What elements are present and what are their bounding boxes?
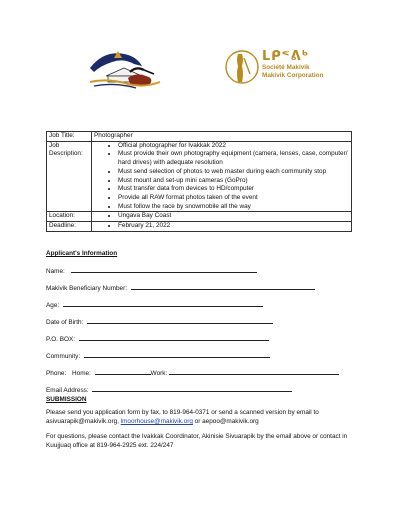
list-item: • Must follow the race by snowmobile all the way (118, 203, 349, 212)
community-label: Community: (46, 353, 81, 360)
home-label: Home: (72, 370, 91, 377)
pobox-field[interactable] (79, 334, 269, 341)
makivik-emblem-icon (224, 44, 260, 90)
submission-heading: SUBMISSION (46, 396, 87, 403)
pobox-label: P.O. BOX: (46, 336, 76, 343)
submission-text-b: or aepoo@makivik.org (192, 418, 259, 425)
list-item: • Must provide their own photography equipment (camera, lenses, case, computer/ hard drives) with adequate resolution (118, 150, 349, 167)
list-item: • Provide all RAW format photos taken of the event (118, 194, 349, 203)
list-item: • Official photographer for Ivakkak 2022 (118, 142, 349, 151)
work-label: Work: (150, 370, 168, 377)
job-description-cell (92, 141, 352, 212)
makivik-logo (224, 44, 344, 90)
age-field[interactable] (63, 300, 263, 307)
submission-text-a: Please send you application form by fax, to 819-964-0371 or send a scanned version by email to asivuarapik@makivik.org, (46, 409, 319, 425)
email-label: Email Address: (46, 387, 89, 394)
ivakkak-logo (84, 48, 164, 92)
questions-contact: For questions, please contact the Ivakkak Coordinator, Akinisie Sivuarapik by the email above or contact in Kuujjuaq office at 819-964-2925 ext. 224/247 (46, 433, 348, 449)
age-label: Age: (46, 302, 60, 309)
beneficiary-number-field[interactable] (131, 283, 315, 290)
makivik-name-en: Makivik Corporation (262, 72, 324, 80)
job-table (46, 131, 352, 232)
dob-field[interactable] (87, 317, 273, 324)
name-field[interactable] (71, 266, 257, 273)
beneficiary-number-label: Makivik Beneficiary Number: (46, 285, 127, 292)
list-item: • Must transfer data from devices to HD/computer (118, 185, 349, 194)
list-item: • Must mount and set-up mini cameras (GoPro) (118, 177, 349, 186)
deadline-label: Deadline: (47, 222, 92, 232)
job-title-value: Photographer (92, 132, 352, 142)
lmoorhouse-email-link[interactable]: lmoorhouse@makivik.org (120, 418, 193, 425)
submission-instructions (46, 408, 356, 426)
table-row (47, 222, 352, 232)
location-value: • Ungava Bay Coast (118, 212, 349, 221)
phone-label: Phone: (46, 370, 67, 377)
community-field[interactable] (84, 351, 270, 358)
work-phone-field[interactable] (169, 368, 339, 375)
deadline-cell (92, 222, 352, 232)
table-row (47, 141, 352, 212)
list-item: • Must send selection of photos to web master during each community stop (118, 168, 349, 177)
location-label: Location: (47, 212, 92, 222)
deadline-value: • February 21, 2022 (118, 222, 349, 231)
job-description-list (94, 142, 349, 212)
makivik-name-fr: Société Makivik (262, 64, 310, 71)
table-row (47, 132, 352, 142)
job-description-label: Job Description: (47, 141, 92, 212)
dob-label: Date of Birth: (46, 319, 84, 326)
makivik-syllabics: ᒪᑭᕝᕕᒃ (262, 49, 310, 64)
name-label: Name: (46, 268, 65, 275)
table-row (47, 212, 352, 222)
job-title-label: Job Title: (47, 132, 92, 142)
applicant-heading: Applicant's Information (46, 250, 118, 257)
email-field[interactable] (92, 385, 292, 392)
home-phone-field[interactable] (95, 368, 151, 375)
location-cell (92, 212, 352, 222)
